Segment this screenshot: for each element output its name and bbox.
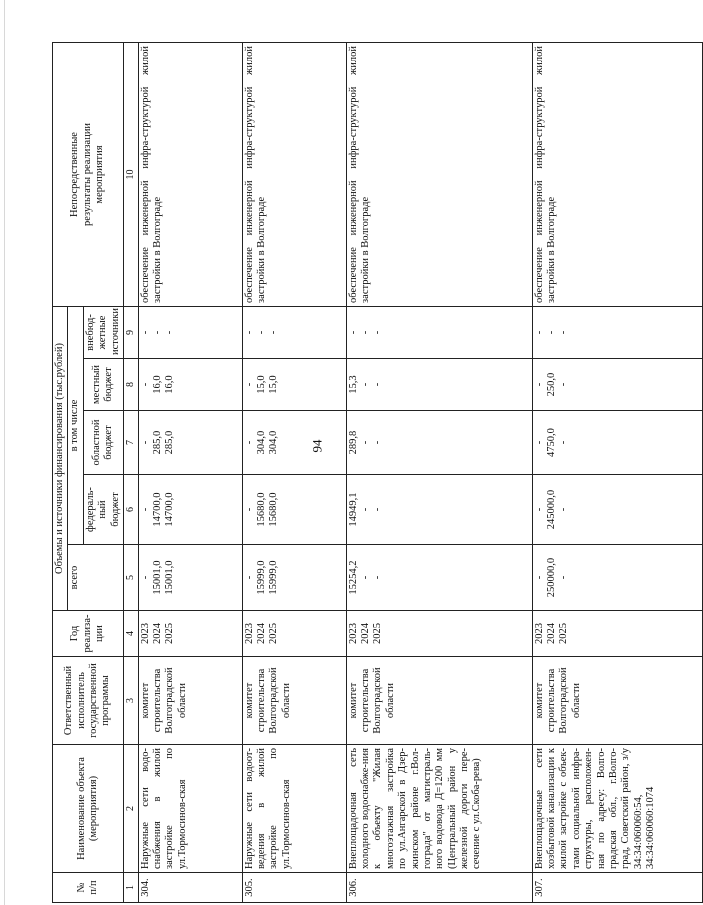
cell-num: 307.	[532, 873, 702, 903]
cell-total	[242, 545, 346, 611]
cell-executor: комитет строительства Волгоградской области	[138, 657, 242, 745]
regional-value: 304,0	[268, 430, 280, 455]
cell-extra	[532, 306, 702, 358]
federal-value: 14700,0	[152, 492, 164, 527]
regional-value: 304,0	[256, 430, 268, 455]
column-number: 2	[123, 745, 138, 873]
column-number: 10	[123, 42, 138, 306]
cell-result: обеспечение инженерной инфра-структурой жилой застройки в Волгограде	[532, 42, 702, 306]
extra-value: -	[558, 330, 570, 335]
header-regional: областной бюджет	[83, 411, 123, 475]
years-value: 2024	[152, 623, 164, 644]
rotated-table-sheet	[52, 43, 657, 903]
cell-local	[138, 359, 242, 411]
local-value: -	[243, 382, 255, 387]
federal-value: -	[139, 507, 151, 512]
column-number: 1	[123, 873, 138, 903]
column-number: 5	[123, 545, 138, 611]
table-row	[242, 42, 346, 902]
local-value: 15,0	[256, 375, 268, 394]
local-value: 15,0	[268, 375, 280, 394]
local-value: -	[360, 382, 372, 387]
header-num: № п/п	[53, 873, 124, 903]
total-value: -	[372, 575, 384, 580]
extra-value: -	[139, 330, 151, 335]
federal-value: 245000,0	[546, 489, 558, 530]
federal-value: -	[243, 507, 255, 512]
total-value: 15254,2	[347, 560, 359, 595]
column-number: 6	[123, 475, 138, 545]
local-value: 16,0	[152, 375, 164, 394]
years-value: 2024	[360, 623, 372, 644]
extra-value: -	[256, 330, 268, 335]
header-finance: Объемы и источники финансирования (тыс.рублей)	[53, 306, 68, 610]
cell-regional	[346, 411, 532, 475]
cell-result: обеспечение инженерной инфра-структурой жилой застройки в Волгограде	[138, 42, 242, 306]
federal-value: 15680,0	[256, 492, 268, 527]
regional-value: -	[243, 440, 255, 445]
cell-num: 304.	[138, 873, 242, 903]
cell-local	[532, 359, 702, 411]
years-value: 2025	[558, 623, 570, 644]
extra-value: -	[152, 330, 164, 335]
page-number: 94	[309, 439, 325, 453]
header-results: Непосредственные результаты реализации мероприятия	[53, 42, 124, 306]
header-total: всего	[68, 545, 124, 611]
years-value: 2025	[372, 623, 384, 644]
regional-value: -	[360, 440, 372, 445]
extra-value: -	[372, 330, 384, 335]
header-name: Наименование объекта (мероприятия)	[53, 745, 124, 873]
cell-years	[532, 611, 702, 657]
regional-value: 4750,0	[546, 428, 558, 457]
years-value: 2023	[347, 623, 359, 644]
federal-value: 14700,0	[164, 492, 176, 527]
federal-value: 15680,0	[268, 492, 280, 527]
cell-executor: комитет строительства Волгоградской области	[346, 657, 532, 745]
years-value: 2024	[256, 623, 268, 644]
cell-years	[242, 611, 346, 657]
column-number: 3	[123, 657, 138, 745]
local-value: 250,0	[546, 372, 558, 397]
total-value: -	[558, 575, 570, 580]
federal-value: 14949,1	[347, 492, 359, 527]
total-value: 250000,0	[546, 557, 558, 598]
header-year: Год реализа- ции	[53, 611, 124, 657]
header-federal: федераль- ный бюджет	[83, 475, 123, 545]
header-incl: в том числе	[68, 306, 83, 544]
cell-extra	[138, 306, 242, 358]
local-value: -	[533, 382, 545, 387]
federal-value: -	[372, 507, 384, 512]
cell-num: 306.	[346, 873, 532, 903]
regional-value: 285,0	[164, 430, 176, 455]
cell-total	[346, 545, 532, 611]
cell-total	[138, 545, 242, 611]
cell-local	[242, 359, 346, 411]
federal-value: -	[533, 507, 545, 512]
header-extra: внебюд- жетные источники	[83, 306, 123, 358]
column-number-row	[123, 42, 138, 902]
regional-value: -	[533, 440, 545, 445]
cell-name: Внеплощадочная сеть холодного водоснабже-ния к объекту "Жилая многоэтажная застройка по ул.Ангарской в Дзер-жинском районе г.Вол-гограда" от магистраль-ного водовода Д=1200 мм (Центральный район у железной дороги пере-сечение с ул.Скоба-рева)	[346, 745, 532, 873]
cell-regional	[242, 411, 346, 475]
table-row	[346, 42, 532, 902]
years-value: 2023	[139, 623, 151, 644]
header-executor: Ответственный исполнитель государственной программы	[53, 657, 124, 745]
total-value: 15001,0	[164, 560, 176, 595]
local-value: -	[558, 382, 570, 387]
cell-federal	[138, 475, 242, 545]
local-value: -	[139, 382, 151, 387]
cell-years	[138, 611, 242, 657]
extra-value: -	[546, 330, 558, 335]
cell-federal	[242, 475, 346, 545]
extra-value: -	[243, 330, 255, 335]
cell-num: 305.	[242, 873, 346, 903]
total-value: 15001,0	[152, 560, 164, 595]
federal-value: -	[360, 507, 372, 512]
financing-table	[52, 42, 703, 903]
cell-executor: комитет строительства Волгоградской области	[242, 657, 346, 745]
total-value: 15999,0	[256, 560, 268, 595]
regional-value: -	[372, 440, 384, 445]
cell-extra	[242, 306, 346, 358]
cell-years	[346, 611, 532, 657]
local-value: 16,0	[164, 375, 176, 394]
total-value: -	[243, 575, 255, 580]
column-number: 9	[123, 306, 138, 358]
cell-name: Внеплощадочные сети хозбытовой канализации к жилой застройке с объек-тами социальной инфра-структуры, расположен-ная по адресу: Волго-градская обл., г.Волго-град, Советский район, з/у 34:34:060060:54, 34:34:060060:1074	[532, 745, 702, 873]
federal-value: -	[558, 507, 570, 512]
regional-value: 285,0	[152, 430, 164, 455]
total-value: -	[360, 575, 372, 580]
table-row	[532, 42, 702, 902]
local-value: -	[372, 382, 384, 387]
extra-value: -	[533, 330, 545, 335]
years-value: 2023	[533, 623, 545, 644]
cell-federal	[346, 475, 532, 545]
cell-name: Наружные сети водоот-ведения в жилой застройке по ул.Тормосинов-ская	[242, 745, 346, 873]
years-value: 2023	[243, 623, 255, 644]
cell-name: Наружные сети водо-снабжения в жилой застройке по ул.Тормосинов-ская	[138, 745, 242, 873]
years-value: 2025	[164, 623, 176, 644]
column-number: 4	[123, 611, 138, 657]
cell-result: обеспечение инженерной инфра-структурой жилой застройки в Волгограде	[242, 42, 346, 306]
extra-value: -	[360, 330, 372, 335]
cell-regional	[532, 411, 702, 475]
extra-value: -	[347, 330, 359, 335]
extra-value: -	[268, 330, 280, 335]
page-edge-line	[4, 0, 5, 905]
cell-executor: комитет строительства Волгоградской области	[532, 657, 702, 745]
cell-local	[346, 359, 532, 411]
total-value: 15999,0	[268, 560, 280, 595]
extra-value: -	[164, 330, 176, 335]
column-number: 8	[123, 359, 138, 411]
table-row	[138, 42, 242, 902]
total-value: -	[533, 575, 545, 580]
cell-federal	[532, 475, 702, 545]
local-value: 15,3	[347, 375, 359, 394]
regional-value: -	[139, 440, 151, 445]
cell-regional	[138, 411, 242, 475]
cell-result: обеспечение инженерной инфра-структурой жилой застройки в Волгограде	[346, 42, 532, 306]
regional-value: 289,8	[347, 430, 359, 455]
years-value: 2024	[546, 623, 558, 644]
cell-total	[532, 545, 702, 611]
cell-extra	[346, 306, 532, 358]
regional-value: -	[558, 440, 570, 445]
years-value: 2025	[268, 623, 280, 644]
column-number: 7	[123, 411, 138, 475]
header-local: местный бюджет	[83, 359, 123, 411]
total-value: -	[139, 575, 151, 580]
